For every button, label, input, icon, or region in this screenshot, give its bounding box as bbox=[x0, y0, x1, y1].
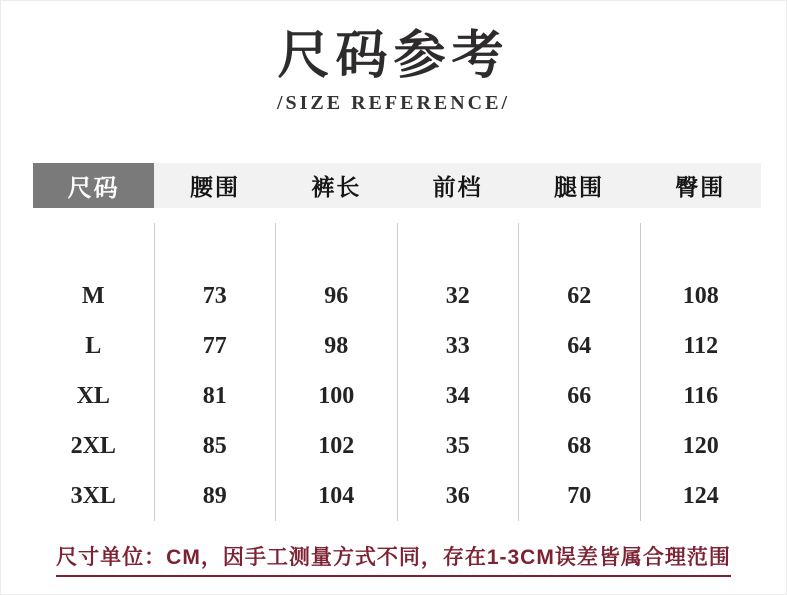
header-cell-waist: 腰围 bbox=[189, 174, 240, 200]
size-label: L bbox=[85, 332, 102, 359]
thigh-value: 66 bbox=[567, 382, 592, 409]
thigh-value: 62 bbox=[567, 282, 592, 309]
header-cell-size: 尺码 bbox=[33, 163, 154, 208]
front-rise-value: 36 bbox=[445, 482, 470, 509]
hip-value: 112 bbox=[683, 332, 719, 359]
measurement-note bbox=[1, 541, 786, 577]
length-value: 100 bbox=[318, 382, 355, 409]
title-block bbox=[1, 26, 786, 115]
hip-value: 120 bbox=[682, 432, 719, 459]
measurement-note-text: 尺寸单位：CM，因手工测量方式不同，存在1-3CM误差皆属合理范围 bbox=[56, 541, 731, 577]
size-label: XL bbox=[76, 382, 110, 409]
header-cell-length: 裤长 bbox=[311, 174, 362, 200]
column-hip bbox=[640, 223, 762, 521]
front-rise-value: 34 bbox=[445, 382, 470, 409]
front-rise-value: 33 bbox=[445, 332, 470, 359]
waist-value: 85 bbox=[202, 432, 227, 459]
length-value: 104 bbox=[318, 482, 355, 509]
header-band bbox=[154, 163, 761, 208]
header-cell-front-rise: 前档 bbox=[432, 174, 483, 200]
length-value: 102 bbox=[318, 432, 355, 459]
table-header-row bbox=[33, 163, 761, 208]
size-label: M bbox=[81, 282, 105, 309]
column-size bbox=[33, 223, 154, 521]
column-waist bbox=[154, 223, 276, 521]
length-value: 98 bbox=[324, 332, 349, 359]
thigh-value: 70 bbox=[567, 482, 592, 509]
waist-value: 77 bbox=[202, 332, 227, 359]
hip-value: 124 bbox=[682, 482, 719, 509]
header-cell-hip: 臀围 bbox=[675, 174, 726, 200]
size-label: 3XL bbox=[70, 482, 116, 509]
page-subtitle: /SIZE REFERENCE/ bbox=[276, 91, 511, 114]
column-length bbox=[275, 223, 397, 521]
waist-value: 89 bbox=[202, 482, 227, 509]
waist-value: 73 bbox=[202, 282, 227, 309]
table-body bbox=[33, 223, 761, 521]
length-value: 96 bbox=[324, 282, 349, 309]
front-rise-value: 32 bbox=[445, 282, 470, 309]
hip-value: 116 bbox=[683, 382, 719, 409]
column-front-rise bbox=[397, 223, 519, 521]
size-label: 2XL bbox=[70, 432, 116, 459]
thigh-value: 64 bbox=[567, 332, 592, 359]
front-rise-value: 35 bbox=[445, 432, 470, 459]
page-title: 尺码参考 bbox=[277, 26, 510, 86]
thigh-value: 68 bbox=[567, 432, 592, 459]
waist-value: 81 bbox=[202, 382, 227, 409]
header-cell-thigh: 腿围 bbox=[553, 174, 604, 200]
column-thigh bbox=[518, 223, 640, 521]
hip-value: 108 bbox=[682, 282, 719, 309]
